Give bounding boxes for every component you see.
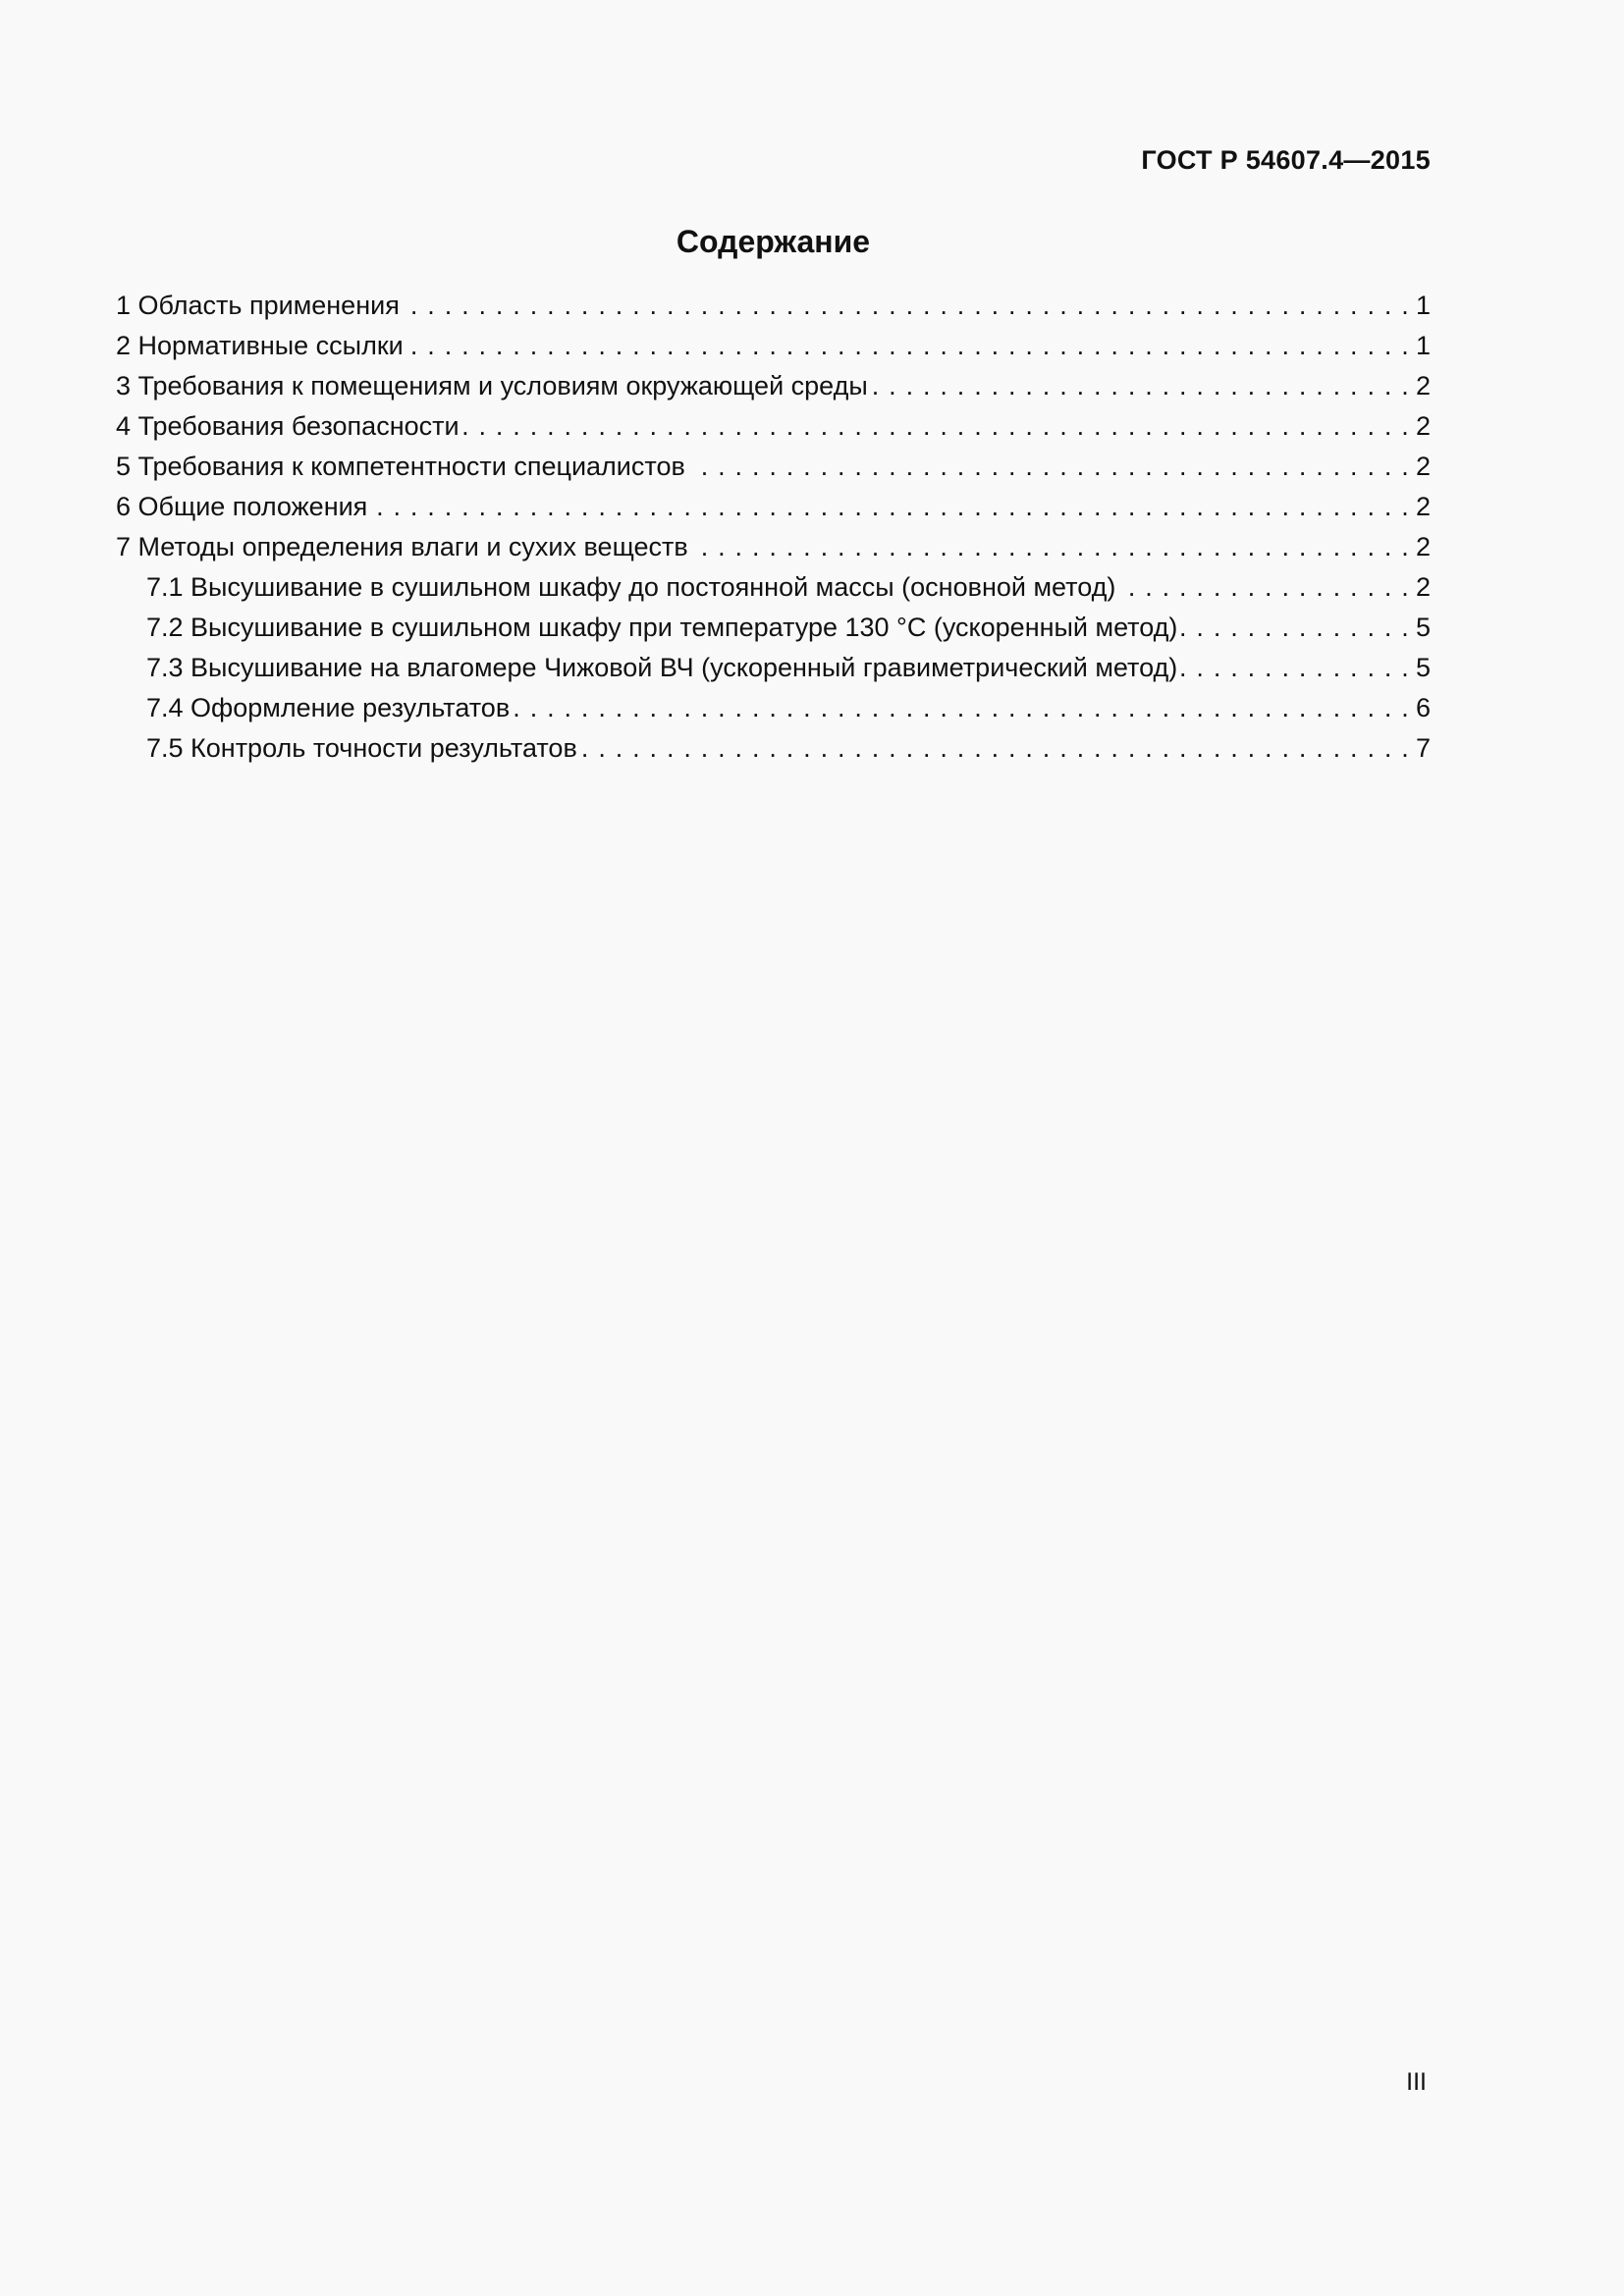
dot-leader: [407, 331, 1410, 361]
toc-entry-page: 2: [1415, 492, 1431, 521]
toc-entry-page: 2: [1415, 371, 1431, 400]
toc-entry[interactable]: [116, 452, 1431, 492]
toc-subentry[interactable]: [116, 653, 1431, 693]
dot-leader: [1119, 572, 1410, 603]
dot-leader: [1181, 613, 1410, 643]
toc-entry-label: 4 Требования безопасности: [116, 411, 460, 441]
toc-entry-label: 7.3 Высушивание на влагомере Чижовой ВЧ (ускоренный гравиметрический метод): [146, 653, 1178, 682]
toc-entry-label: 7.5 Контроль точности результатов: [146, 733, 577, 763]
toc-entry[interactable]: [116, 492, 1431, 532]
dot-leader: [692, 532, 1410, 562]
toc-entry-label: 2 Нормативные ссылки: [116, 331, 404, 360]
toc-entry[interactable]: [116, 291, 1431, 331]
toc-entry-page: 7: [1415, 733, 1431, 763]
toc-entry-page: 1: [1415, 331, 1431, 360]
toc-entry-page: 2: [1415, 411, 1431, 441]
toc-entry[interactable]: [116, 411, 1431, 452]
toc-entry-label: 7.1 Высушивание в сушильном шкафу до постоянной массы (основной метод): [146, 572, 1116, 602]
toc-entry-page: 2: [1415, 572, 1431, 602]
toc-entry-label: 6 Общие положения: [116, 492, 368, 521]
toc-entry-page: 1: [1415, 291, 1431, 320]
dot-leader: [1181, 653, 1410, 683]
toc-subentry[interactable]: [116, 572, 1431, 613]
document-code: ГОСТ Р 54607.4—2015: [1141, 145, 1431, 175]
dot-leader: [689, 452, 1410, 482]
toc-entry[interactable]: [116, 532, 1431, 572]
toc-entry-label: 7 Методы определения влаги и сухих веществ: [116, 532, 688, 561]
toc-entry-label: 3 Требования к помещениям и условиям окружающей среды: [116, 371, 868, 400]
table-of-contents: [116, 291, 1431, 774]
toc-entry-page: 6: [1415, 693, 1431, 722]
toc-entry-label: 1 Область применения: [116, 291, 400, 320]
toc-entry-page: 5: [1415, 613, 1431, 642]
toc-subentry[interactable]: [116, 613, 1431, 653]
toc-entry-label: 7.4 Оформление результатов: [146, 693, 511, 722]
toc-title: Содержание: [676, 224, 871, 259]
toc-entry[interactable]: [116, 331, 1431, 371]
dot-leader: [463, 411, 1410, 442]
toc-entry-label: 5 Требования к компетентности специалистов: [116, 452, 685, 481]
toc-entry-page: 2: [1415, 532, 1431, 561]
dot-leader: [404, 291, 1410, 321]
toc-subentry[interactable]: [116, 733, 1431, 774]
toc-entry[interactable]: [116, 371, 1431, 411]
toc-subentry[interactable]: [116, 693, 1431, 733]
toc-entry-page: 2: [1415, 452, 1431, 481]
toc-entry-label: 7.2 Высушивание в сушильном шкафу при температуре 130 °С (ускоренный метод): [146, 613, 1178, 642]
dot-leader: [514, 693, 1410, 723]
page-number: III: [1406, 2068, 1427, 2096]
dot-leader: [872, 371, 1410, 401]
dot-leader: [371, 492, 1410, 522]
toc-entry-page: 5: [1415, 653, 1431, 682]
dot-leader: [581, 733, 1410, 764]
